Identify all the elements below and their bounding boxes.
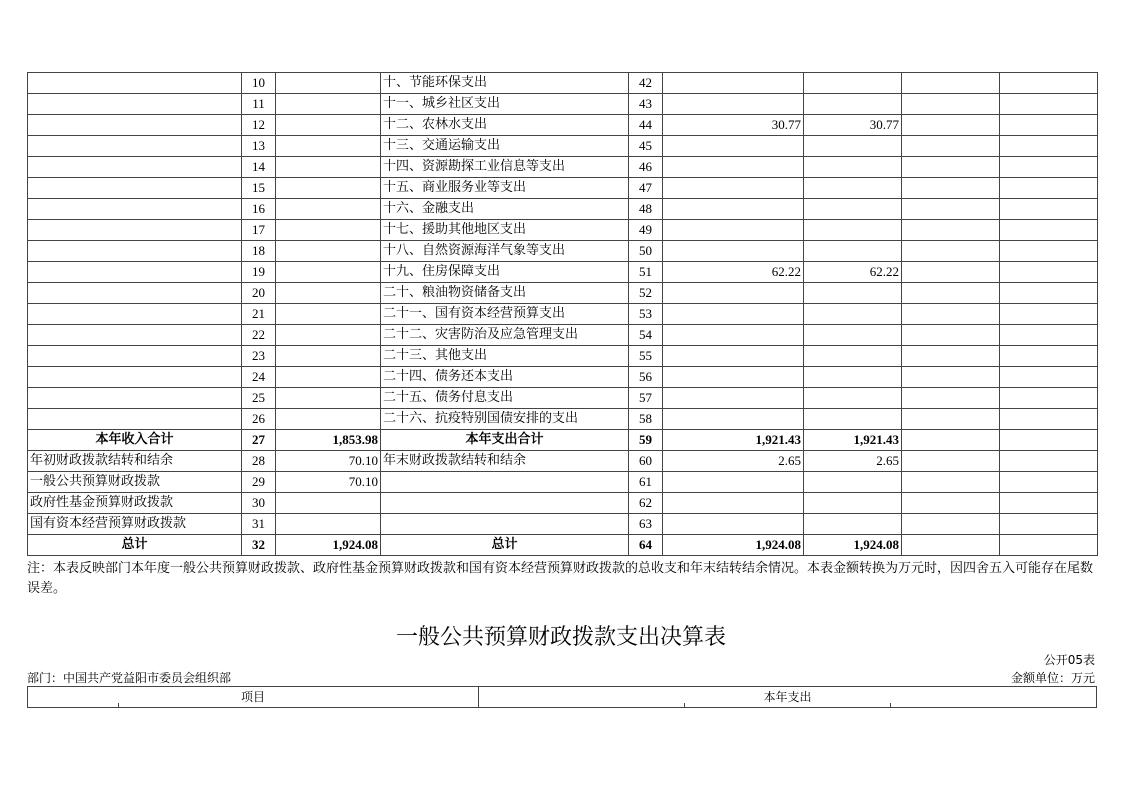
cell-v2 [804,73,902,94]
cell-right-no: 60 [629,451,663,472]
table-row [28,73,1098,94]
cell-left-no: 16 [242,199,276,220]
cell-v1 [663,493,804,514]
cell-right-item: 十五、商业服务业等支出 [381,178,629,199]
cell-right-item: 总计 [381,535,629,556]
cell-right-item: 二十二、灾害防治及应急管理支出 [381,325,629,346]
cell-v2: 30.77 [804,115,902,136]
cell-left-item: 国有资本经营预算财政拨款 [28,514,242,535]
cell-left-no: 20 [242,283,276,304]
cell-v2 [804,388,902,409]
cell-left-item: 政府性基金预算财政拨款 [28,493,242,514]
cell-left-no: 28 [242,451,276,472]
cell-v3 [902,241,1000,262]
cell-v1 [663,94,804,115]
table-row [28,493,1098,514]
cell-v4 [1000,178,1098,199]
cell-right-no: 46 [629,157,663,178]
cell-v3 [902,346,1000,367]
cell-v2 [804,136,902,157]
table-row [28,199,1098,220]
cell-v3 [902,430,1000,451]
department-label: 部门：中国共产党益阳市委员会组织部 [27,671,232,685]
unit-label: 金额单位：万元 [1010,671,1095,685]
cell-right-no: 57 [629,388,663,409]
cell-v3 [902,367,1000,388]
budget-summary-table [27,72,1098,556]
table-row [28,325,1098,346]
cell-left-amt [276,346,381,367]
cell-left-no: 22 [242,325,276,346]
cell-v3 [902,220,1000,241]
cell-v3 [902,304,1000,325]
cell-left-amt: 1,924.08 [276,535,381,556]
cell-left-amt [276,115,381,136]
table-row [28,157,1098,178]
cell-v3 [902,325,1000,346]
column-tick [684,703,685,707]
cell-v3 [902,493,1000,514]
cell-left-no: 11 [242,94,276,115]
cell-left-no: 12 [242,115,276,136]
cell-left-item: 年初财政拨款结转和结余 [28,451,242,472]
cell-v2: 1,921.43 [804,430,902,451]
next-table-header [27,686,1097,708]
column-tick [890,703,891,707]
cell-left-item: 总计 [28,535,242,556]
cell-v1 [663,514,804,535]
cell-left-item: 一般公共预算财政拨款 [28,472,242,493]
table-row [28,283,1098,304]
cell-v4 [1000,325,1098,346]
cell-left-item [28,199,242,220]
cell-v3 [902,94,1000,115]
cell-v4 [1000,304,1098,325]
cell-left-no: 29 [242,472,276,493]
table-row [28,409,1098,430]
cell-v1 [663,178,804,199]
cell-v4 [1000,115,1098,136]
cell-right-item: 十、节能环保支出 [381,73,629,94]
cell-v2 [804,325,902,346]
cell-right-item [381,472,629,493]
cell-left-amt [276,94,381,115]
cell-right-no: 47 [629,178,663,199]
cell-v2 [804,514,902,535]
cell-v1: 1,921.43 [663,430,804,451]
table-row [28,346,1098,367]
cell-v1 [663,304,804,325]
cell-right-no: 64 [629,535,663,556]
cell-v1 [663,199,804,220]
cell-v2 [804,493,902,514]
cell-left-no: 13 [242,136,276,157]
cell-right-no: 49 [629,220,663,241]
cell-right-item: 十六、金融支出 [381,199,629,220]
cell-right-no: 52 [629,283,663,304]
cell-v2 [804,472,902,493]
cell-left-no: 14 [242,157,276,178]
table-row [28,262,1098,283]
table-row [28,241,1098,262]
cell-left-amt [276,73,381,94]
cell-left-no: 26 [242,409,276,430]
cell-left-amt: 1,853.98 [276,430,381,451]
cell-left-item [28,136,242,157]
header-item: 项目 [28,687,479,707]
cell-left-no: 18 [242,241,276,262]
cell-v4 [1000,283,1098,304]
table-row [28,514,1098,535]
cell-left-item [28,115,242,136]
cell-left-amt [276,367,381,388]
cell-left-amt [276,157,381,178]
cell-v1 [663,367,804,388]
cell-left-item [28,304,242,325]
cell-v1 [663,283,804,304]
cell-v2: 2.65 [804,451,902,472]
cell-v2 [804,283,902,304]
cell-v2 [804,346,902,367]
cell-v4 [1000,157,1098,178]
cell-v1 [663,73,804,94]
cell-v4 [1000,346,1098,367]
cell-left-item: 本年收入合计 [28,430,242,451]
cell-v1 [663,220,804,241]
cell-v4 [1000,451,1098,472]
cell-v1: 1,924.08 [663,535,804,556]
cell-right-no: 54 [629,325,663,346]
cell-right-item: 二十三、其他支出 [381,346,629,367]
cell-left-amt [276,493,381,514]
cell-left-no: 23 [242,346,276,367]
table-note: 注：本表反映部门本年度一般公共预算财政拨款、政府性基金预算财政拨款和国有资本经营预算财政拨款的总收支和年末结转结余情况。本表金额转换为万元时，因四舍五入可能存在尾数误差。 [27,561,1094,596]
table-row [28,178,1098,199]
table-row [28,451,1098,472]
table-row [28,472,1098,493]
page-title: 一般公共预算财政拨款支出决算表 [395,625,726,650]
cell-v3 [902,409,1000,430]
cell-left-amt: 70.10 [276,451,381,472]
cell-v2 [804,241,902,262]
cell-left-amt [276,283,381,304]
cell-v2 [804,304,902,325]
cell-v3 [902,472,1000,493]
cell-right-item: 二十六、抗疫特别国债安排的支出 [381,409,629,430]
cell-right-no: 58 [629,409,663,430]
cell-v2 [804,178,902,199]
cell-right-no: 44 [629,115,663,136]
cell-v3 [902,535,1000,556]
cell-right-no: 51 [629,262,663,283]
cell-v2 [804,94,902,115]
cell-v3 [902,136,1000,157]
cell-left-item [28,73,242,94]
cell-left-item [28,388,242,409]
cell-v1 [663,472,804,493]
cell-v4 [1000,367,1098,388]
cell-left-amt [276,409,381,430]
cell-v1: 30.77 [663,115,804,136]
cell-right-item: 十二、农林水支出 [381,115,629,136]
cell-v1 [663,346,804,367]
cell-left-amt: 70.10 [276,472,381,493]
cell-right-item: 十一、城乡社区支出 [381,94,629,115]
cell-right-no: 48 [629,199,663,220]
cell-left-item [28,367,242,388]
cell-right-item: 十三、交通运输支出 [381,136,629,157]
cell-left-amt [276,241,381,262]
cell-right-item: 十八、自然资源海洋气象等支出 [381,241,629,262]
cell-right-no: 63 [629,514,663,535]
table-row [28,220,1098,241]
cell-v3 [902,451,1000,472]
cell-v1 [663,157,804,178]
cell-v3 [902,199,1000,220]
cell-left-item [28,325,242,346]
cell-left-item [28,262,242,283]
cell-left-amt [276,388,381,409]
cell-left-amt [276,220,381,241]
cell-v2: 1,924.08 [804,535,902,556]
table-row [28,388,1098,409]
cell-left-no: 24 [242,367,276,388]
cell-left-no: 31 [242,514,276,535]
cell-right-no: 55 [629,346,663,367]
table-row [28,304,1098,325]
cell-v2 [804,199,902,220]
cell-v1 [663,325,804,346]
cell-v3 [902,178,1000,199]
cell-v4 [1000,73,1098,94]
cell-v1: 2.65 [663,451,804,472]
table-body [28,73,1098,556]
cell-right-no: 42 [629,73,663,94]
cell-v4 [1000,409,1098,430]
cell-right-no: 43 [629,94,663,115]
cell-right-no: 56 [629,367,663,388]
cell-v3 [902,514,1000,535]
cell-left-amt [276,304,381,325]
cell-left-no: 25 [242,388,276,409]
cell-v3 [902,283,1000,304]
cell-v1: 62.22 [663,262,804,283]
header-expense: 本年支出 [763,690,812,704]
table-row [28,430,1098,451]
cell-right-item [381,493,629,514]
cell-left-item [28,94,242,115]
cell-left-no: 21 [242,304,276,325]
cell-v2 [804,157,902,178]
table-row [28,136,1098,157]
cell-right-item: 年末财政拨款结转和结余 [381,451,629,472]
cell-v4 [1000,388,1098,409]
cell-right-no: 59 [629,430,663,451]
cell-right-item: 二十、粮油物资储备支出 [381,283,629,304]
cell-v3 [902,262,1000,283]
cell-left-no: 30 [242,493,276,514]
cell-v1 [663,409,804,430]
cell-v3 [902,73,1000,94]
cell-v3 [902,157,1000,178]
cell-right-item: 二十一、国有资本经营预算支出 [381,304,629,325]
cell-v2 [804,220,902,241]
cell-right-no: 45 [629,136,663,157]
cell-v1 [663,136,804,157]
cell-right-no: 53 [629,304,663,325]
cell-right-item: 十九、住房保障支出 [381,262,629,283]
cell-left-item [28,157,242,178]
table-code: 公开05表 [1043,653,1095,667]
cell-v4 [1000,430,1098,451]
cell-right-item: 十四、资源勘探工业信息等支出 [381,157,629,178]
cell-left-no: 15 [242,178,276,199]
cell-v4 [1000,262,1098,283]
cell-right-no: 62 [629,493,663,514]
cell-left-amt [276,136,381,157]
cell-left-item [28,220,242,241]
cell-v1 [663,388,804,409]
cell-left-no: 32 [242,535,276,556]
cell-left-no: 10 [242,73,276,94]
cell-v4 [1000,136,1098,157]
cell-right-item [381,514,629,535]
cell-left-no: 17 [242,220,276,241]
cell-left-amt [276,262,381,283]
cell-left-item [28,241,242,262]
cell-v4 [1000,514,1098,535]
table-row [28,94,1098,115]
cell-right-no: 50 [629,241,663,262]
cell-right-item: 二十四、债务还本支出 [381,367,629,388]
cell-left-no: 19 [242,262,276,283]
column-tick [118,703,119,707]
cell-right-no: 61 [629,472,663,493]
cell-left-item [28,178,242,199]
cell-v1 [663,241,804,262]
cell-v2: 62.22 [804,262,902,283]
cell-left-amt [276,325,381,346]
table-row [28,367,1098,388]
cell-v3 [902,388,1000,409]
cell-left-item [28,346,242,367]
cell-left-item [28,283,242,304]
cell-right-item: 本年支出合计 [381,430,629,451]
cell-v4 [1000,493,1098,514]
cell-left-item [28,409,242,430]
cell-v4 [1000,472,1098,493]
table-row [28,115,1098,136]
cell-v4 [1000,535,1098,556]
cell-v4 [1000,199,1098,220]
cell-v3 [902,115,1000,136]
cell-v4 [1000,94,1098,115]
cell-left-amt [276,178,381,199]
cell-v4 [1000,241,1098,262]
cell-right-item: 二十五、债务付息支出 [381,388,629,409]
cell-v2 [804,409,902,430]
cell-left-amt [276,514,381,535]
cell-left-no: 27 [242,430,276,451]
cell-v4 [1000,220,1098,241]
cell-right-item: 十七、援助其他地区支出 [381,220,629,241]
cell-left-amt [276,199,381,220]
table-row [28,535,1098,556]
cell-v2 [804,367,902,388]
